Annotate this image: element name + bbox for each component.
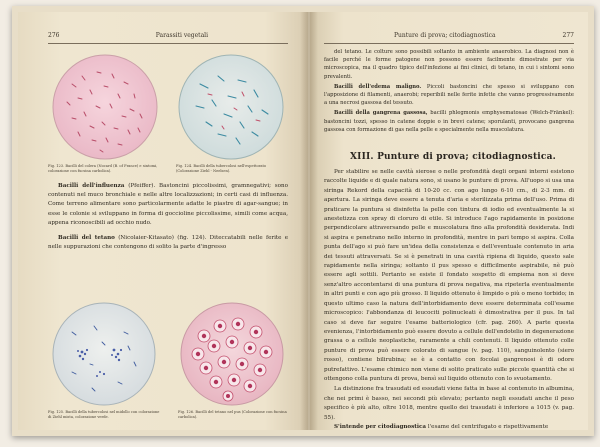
book-gutter	[300, 12, 318, 430]
plate-cholera-bacilli	[52, 54, 158, 160]
heading-cytodiagnostics: S'intende per citodiagnostica	[334, 423, 427, 430]
tetanus-paragraph: (Nicolaier-Kitasato) (fig. 124). Diteccatabili nelle ferite e nelle suppurazioni che contengono di solito la parte d'ingresso	[48, 235, 289, 251]
malignant-edema-paragraph: Piccoli bastoncini che spesso si sviluppano con l'apposizione di filamenti, anaerobi; reperibili nelle ferite infette che vanno progressivamente a una necrosi gassosa del tessuto.	[324, 83, 574, 107]
punctures-paragraph: Per stabilire se nelle cavità sierose o nelle profondità degli organi interni esistono raccolte liquide e di quale natura sono, si usano le punture di prova. All'uopo si usa una siringa Rekord della capacità di 10-20 cc. con ago lungo 6-10 cm., di 2-3 mm. di apertura. La siringa deve essere a tenuta d'aria e sterilizzata prima dell'uso. Prima di praticare la puntura si disinfetta la pelle con tintura di iodio ed eventualmente la si anestetizza con spray di cloruro di etile. Si introduce l'ago rapidamente in posizione perpendicolare attraversando pelle e muscolatura fino alla profondità desiderata. Indi si aspira e penetrano nello interno in profondità, mentre in pari tempo si aspira. Colla punta dell'ago si può fare un'idea della consistenza e dell'eventuale contenuto in aria dei tessuti attraversati. Se si è penetrati in una cavità ripiena di liquido, questo sale rapidamente nella siringa; soltanto il pus spesso e difficilmente aspirabile, nè può essere agli sottili. Pertanto se esiste il fondato sospetto di empiema non si deve senz'altro accontentarsi di una puntura di prova negativa, ma ripeterla eventualmente in altri punti e con ago più grosso. Il liquido ottenuto è limpido o più o meno torbido; in questo ultimo caso la natura dell'intorbidamento deve essere determinata coll'esame microscopico: l'abbondanza di leucociti polinucleati è dimostrativa per il pus. In tal caso si deve far seguire l'esame batteriologico (cfr. pag. 260). A parte questa evenienza, l'intorbidamento può essere dovuto a cellule dell'endotelio in degenerazione grassa o a cellule neoplastiche, raramente a chili contenuti. Il liquido ottenuto colle punture di prova può essere colorato di sangue (v. pag. 110), sanguinolento (siero rosso), contiene bilirubina; se è a contatto con focolai gangrenosi è di odore putrefattivo. L'esame chimico non viene di solito praticato sulle piccole quantità che si ottengono colla puntura di prova, bensì sul liquido ottenuto con lo svuotamento.	[324, 169, 574, 382]
transudate-paragraph: La distinzione fra trasudati ed essudati viene fatta in base al contenuto in albumina, che nei primi è basso, nei secondi più elevato; pertanto negli essudati anche il peso specifico è più alto, oltre 1018, mentre quello dei trasudati è inferiore a 1015 (v. pag. 55).	[324, 386, 574, 421]
caption-fig-123: Fig. 123. Bacilli del colera (Nocard (B. of France) e sintomi, colorazione con fucsina carbolica).	[48, 164, 158, 173]
left-page-header	[48, 32, 288, 39]
heading-gas-gangrene: Bacilli della gangrena gassosa,	[334, 110, 428, 117]
left-text-block-1	[48, 182, 288, 252]
heading-malignant-edema: Bacilli dell'edema maligno.	[334, 83, 422, 90]
caption-fig-126: Fig. 126. Bacilli del tetano nel pus (Colorazione con fucsina carbolica).	[178, 410, 287, 419]
influenza-paragraph: (Pfeiffer). Bastoncini piccolissimi, gramnegativi; sono contenuti nel muco bronchiale e nelle altre localizzazioni; in certi casi di influenza. Come terreno alimentare sono particolarmente adatte le piastre di agar-sangue; in esse le colonie si sviluppano in forma di goccioline piccolissime, simili come acqua, appena riconoscibili ad occhio nudo.	[48, 183, 289, 226]
open-book	[12, 6, 594, 436]
page-number-left: 276	[48, 32, 60, 39]
gas-gangrene-paragraph: bacilli phlegmonis emphysematosae (Welch-Fränkel): bastoncini tozzi, spesso in catene doppie o in brevi catene; sporulanti, provocano gangrena gassosa con formazione di gas nella pelle e specialmente nella muscolatura.	[324, 110, 574, 133]
plate-tuberculosis-culture	[52, 302, 156, 406]
plate-tuberculosis-sputum	[178, 54, 284, 160]
cytodiagnostics-paragraph: l'esame del centrifugato e rispettivamente	[427, 423, 549, 430]
caption-fig-125: Fig. 125. Bacilli della tubercolosi nel midollo con colorazione di Ziehl mista, colorazione verde.	[48, 410, 160, 419]
plate-tetanus-pus	[180, 302, 284, 406]
section-title-xiii: XIII. Punture di prova; citodiagnostica.	[350, 152, 556, 162]
heading-influenza-bacilli: Bacilli dell'influenza	[58, 183, 125, 189]
right-top-text	[324, 48, 574, 134]
caption-fig-124: Fig. 124. Bacilli della tubercolosi nell'espettorato (Colorazione Ziehl - Neelsen).	[176, 164, 267, 173]
running-head-left: Parassiti vegetali	[155, 32, 208, 39]
right-page-header	[324, 32, 574, 39]
right-main-text	[324, 168, 574, 430]
header-rule-right	[324, 43, 574, 44]
running-head-right: Punture di prova; citodiagnostica	[394, 32, 496, 39]
header-rule-left	[48, 43, 288, 44]
right-page	[310, 12, 588, 430]
left-page	[18, 12, 308, 430]
heading-tetanus-bacilli: Bacilli del tetano	[58, 235, 115, 242]
page-number-right: 277	[562, 32, 574, 39]
tetanus-continuation: del tetano. Le colture sono possibili soltanto in ambiente anaerobico. La diagnosi non è facile perché le forme patogene non possono essere facilmente dimostrate per via microscopica, ma il quadro tipico dell'infezione ai fini clinici, di tetano, in cui i sintomi sono prevalenti.	[324, 49, 574, 80]
